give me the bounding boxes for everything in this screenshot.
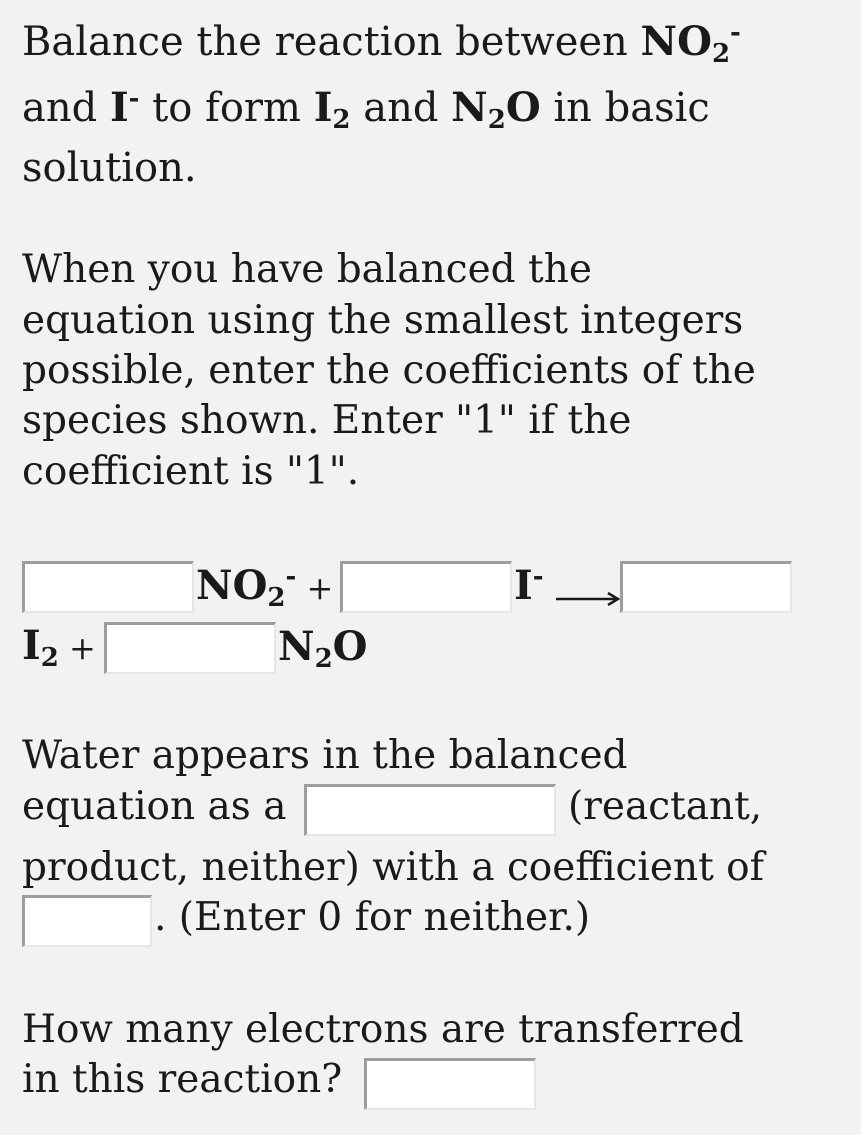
- iodine-formula: $I_2$: [313, 84, 351, 135]
- water-line-1: Water appears in the balanced: [22, 733, 628, 778]
- water-line-2b: (reactant,: [568, 784, 763, 829]
- equation-n2o: $N_2O$: [278, 623, 368, 674]
- prompt-text: Balance the reaction between: [22, 19, 641, 65]
- reaction-arrow-icon: [556, 592, 620, 606]
- prompt-line-2: and I- to form $I_2$ and $N_2O$ in basic: [22, 84, 710, 135]
- nitrite-formula: $NO_2^-$: [640, 18, 741, 69]
- prompt-line-3: solution.: [22, 145, 197, 191]
- instructions-line-1: When you have balanced the: [22, 247, 592, 292]
- instructions-line-5: coefficient is "1".: [22, 449, 360, 494]
- equation-no2: $NO_2^-$ +: [196, 562, 334, 613]
- n2o-formula: $N_2O$: [451, 84, 541, 135]
- water-role-input[interactable]: [304, 784, 556, 836]
- instructions-line-2: equation using the smallest integers: [22, 298, 744, 343]
- electrons-line-2: in this reaction?: [22, 1057, 343, 1102]
- coefficient-iodide-input[interactable]: [340, 561, 512, 613]
- electrons-input[interactable]: [364, 1058, 536, 1110]
- water-coefficient-input[interactable]: [22, 895, 152, 947]
- instructions-line-3: possible, enter the coefficients of the: [22, 348, 756, 393]
- water-line-2a: equation as a: [22, 784, 287, 829]
- prompt-line-1: [22, 18, 741, 69]
- equation-iodide: I-: [514, 562, 544, 609]
- instructions-line-4: species shown. Enter "1" if the: [22, 398, 632, 443]
- electrons-line-1: How many electrons are transferred: [22, 1007, 744, 1052]
- coefficient-no2-input[interactable]: [22, 561, 194, 613]
- iodide-formula: I-: [109, 84, 140, 131]
- coefficient-n2o-input[interactable]: [104, 622, 276, 674]
- equation-i2: $I_2$ +: [22, 622, 96, 673]
- water-line-4: . (Enter 0 for neither.): [154, 895, 591, 940]
- coefficient-i2-input[interactable]: [620, 561, 792, 613]
- water-line-3: product, neither) with a coefficient of: [22, 845, 765, 890]
